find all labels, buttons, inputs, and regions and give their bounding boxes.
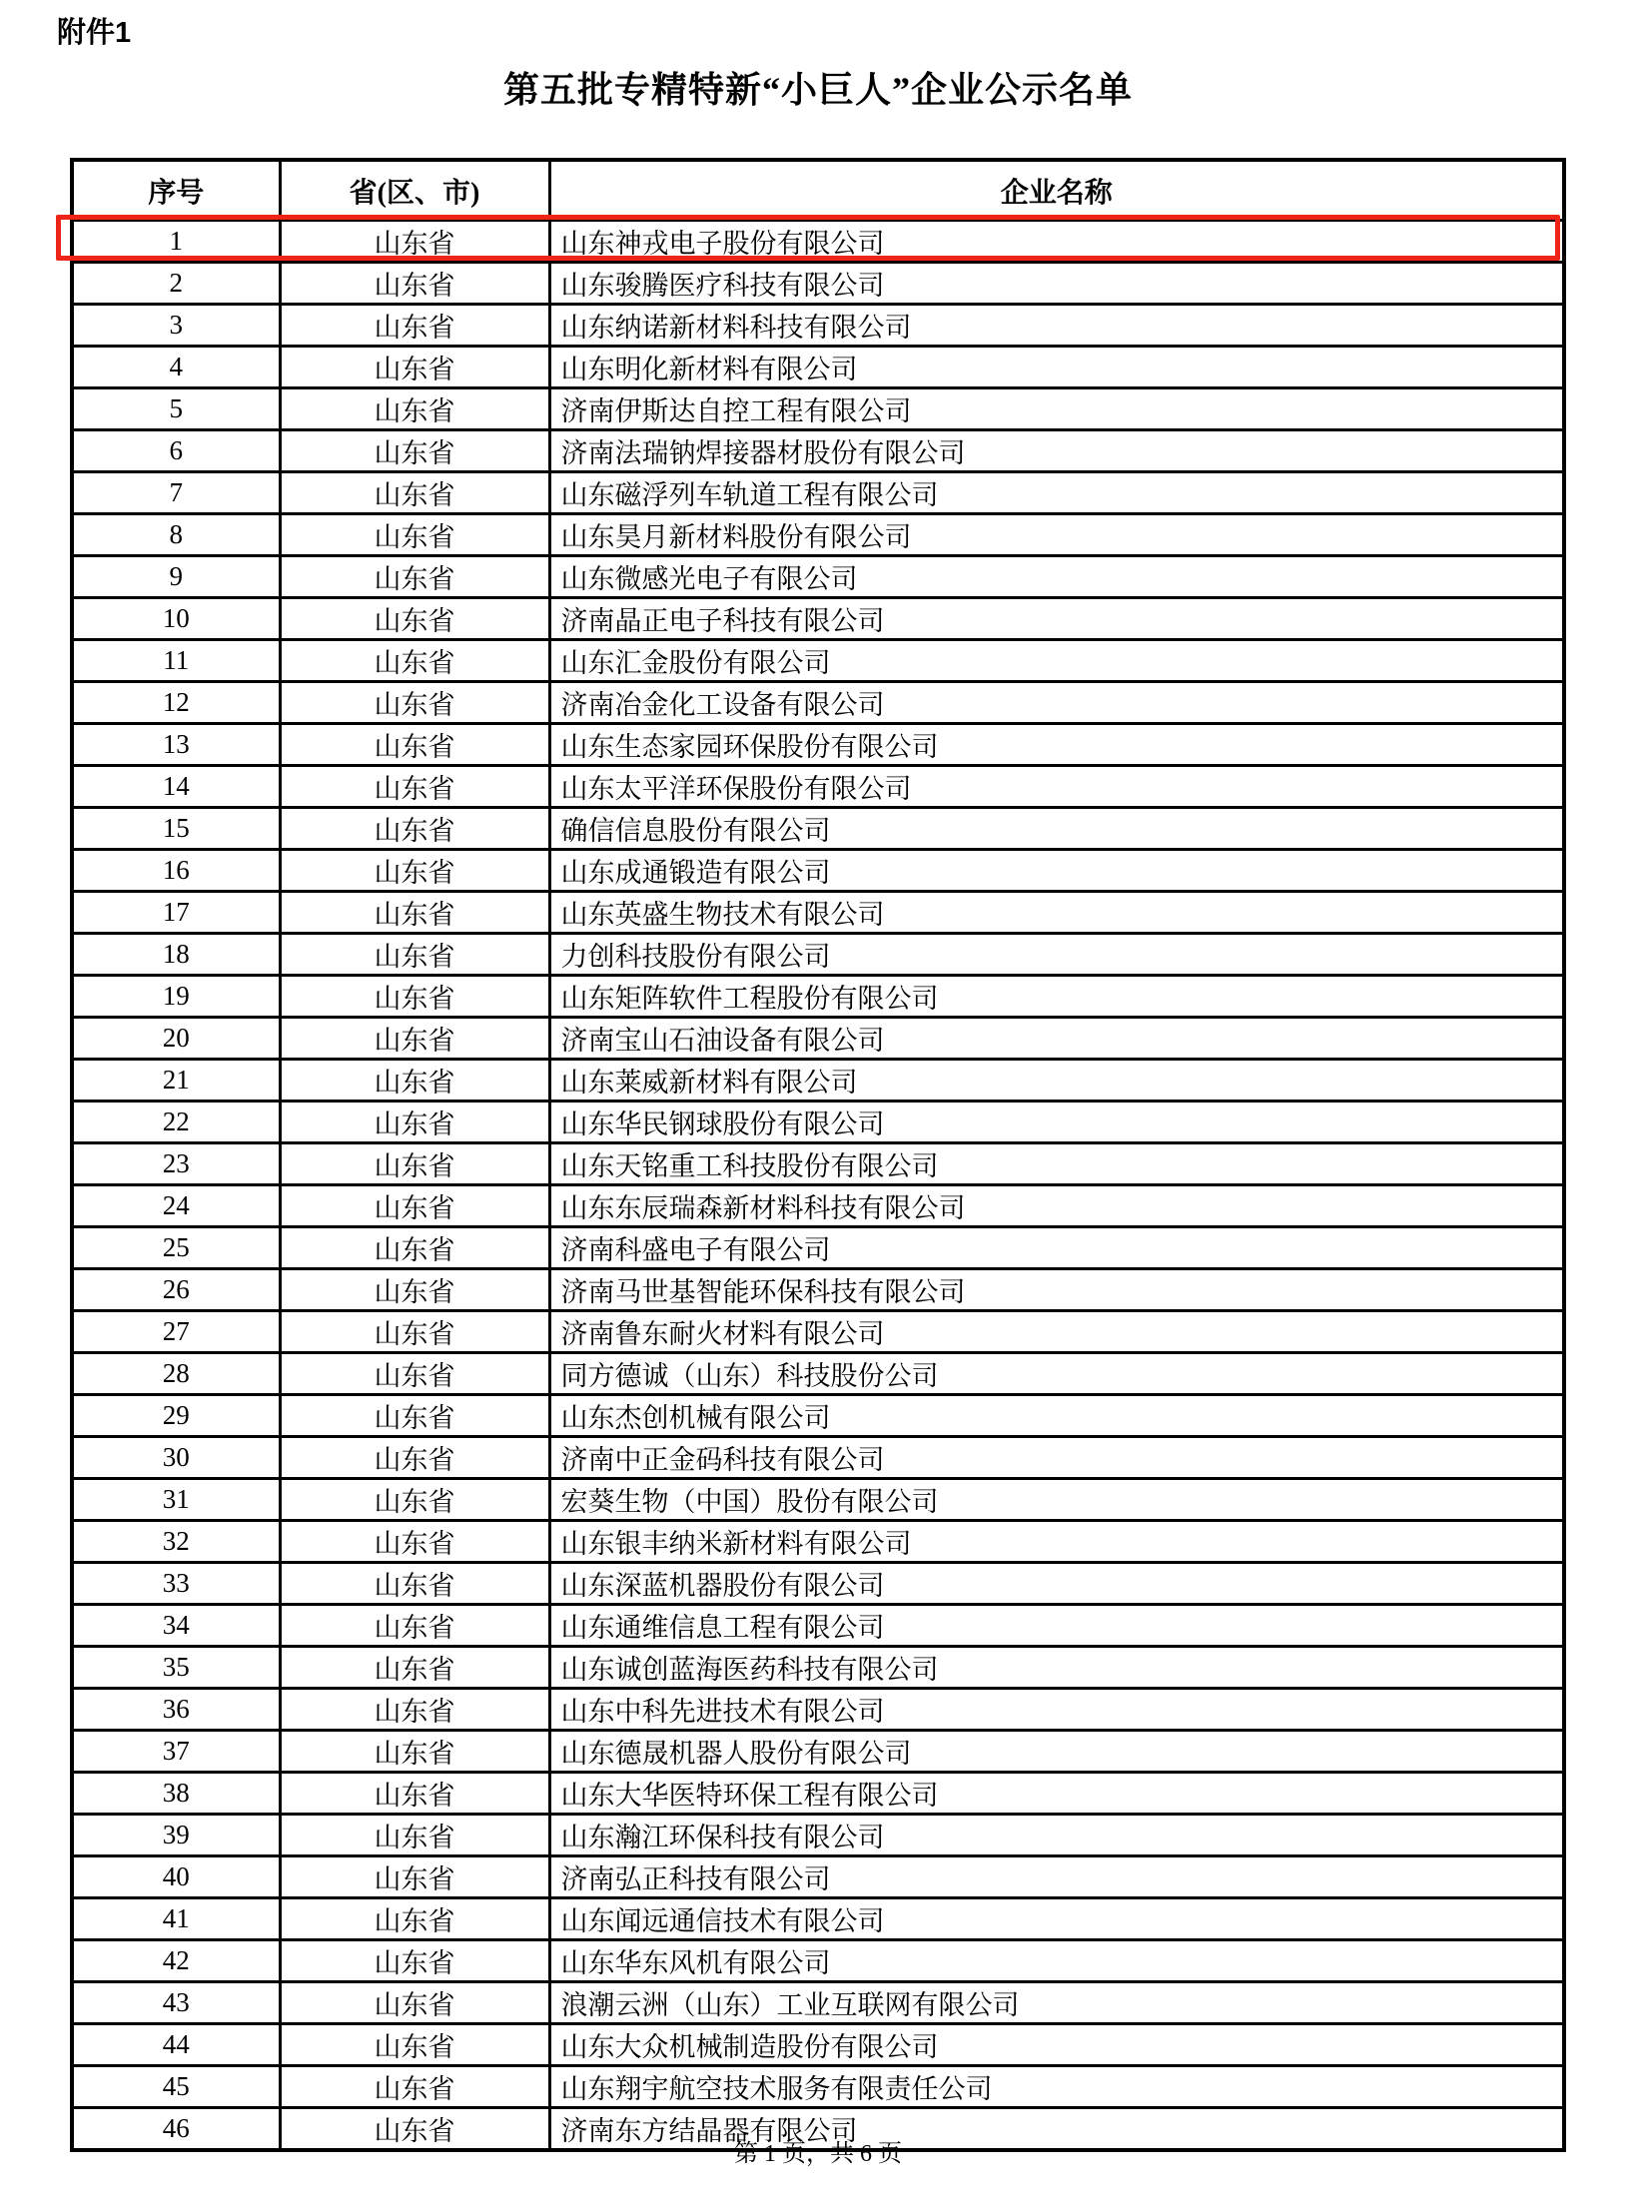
cell-province: 山东省 — [280, 598, 549, 640]
company-table — [70, 158, 1566, 2152]
cell-company-name: 确信信息股份有限公司 — [549, 808, 1564, 850]
cell-serial-number: 8 — [72, 514, 280, 556]
cell-province: 山东省 — [280, 892, 549, 934]
table-row — [72, 1982, 1564, 2024]
cell-company-name: 山东杰创机械有限公司 — [549, 1395, 1564, 1437]
cell-company-name: 济南马世基智能环保科技有限公司 — [549, 1269, 1564, 1311]
cell-province: 山东省 — [280, 1815, 549, 1856]
cell-province: 山东省 — [280, 388, 549, 430]
cell-serial-number: 42 — [72, 1940, 280, 1982]
table-row — [72, 1227, 1564, 1269]
cell-company-name: 山东太平洋环保股份有限公司 — [549, 766, 1564, 808]
cell-company-name: 济南鲁东耐火材料有限公司 — [549, 1311, 1564, 1353]
table-row — [72, 1102, 1564, 1143]
cell-serial-number: 5 — [72, 388, 280, 430]
cell-company-name: 山东华民钢球股份有限公司 — [549, 1102, 1564, 1143]
cell-province: 山东省 — [280, 1731, 549, 1773]
table-row — [72, 1856, 1564, 1898]
cell-province: 山东省 — [280, 1311, 549, 1353]
cell-province: 山东省 — [280, 1185, 549, 1227]
cell-serial-number: 22 — [72, 1102, 280, 1143]
cell-company-name: 山东华东风机有限公司 — [549, 1940, 1564, 1982]
cell-serial-number: 2 — [72, 263, 280, 305]
table-row — [72, 472, 1564, 514]
cell-company-name: 山东翔宇航空技术服务有限责任公司 — [549, 2066, 1564, 2108]
table-row — [72, 1898, 1564, 1940]
cell-serial-number: 33 — [72, 1563, 280, 1605]
cell-serial-number: 35 — [72, 1647, 280, 1689]
cell-province: 山东省 — [280, 1437, 549, 1479]
cell-company-name: 山东诚创蓝海医药科技有限公司 — [549, 1647, 1564, 1689]
cell-province: 山东省 — [280, 2108, 549, 2151]
cell-province: 山东省 — [280, 221, 549, 263]
cell-serial-number: 29 — [72, 1395, 280, 1437]
table-row — [72, 1353, 1564, 1395]
cell-company-name: 山东昊月新材料股份有限公司 — [549, 514, 1564, 556]
table-row — [72, 850, 1564, 892]
page-footer: 第 1 页，共 6 页 — [734, 2141, 902, 2167]
cell-serial-number: 3 — [72, 305, 280, 347]
table-row — [72, 1521, 1564, 1563]
cell-serial-number: 14 — [72, 766, 280, 808]
cell-company-name: 山东瀚江环保科技有限公司 — [549, 1815, 1564, 1856]
cell-serial-number: 36 — [72, 1689, 280, 1731]
table-row — [72, 1269, 1564, 1311]
cell-serial-number: 20 — [72, 1018, 280, 1060]
table-row — [72, 514, 1564, 556]
cell-province: 山东省 — [280, 850, 549, 892]
cell-province: 山东省 — [280, 1143, 549, 1185]
cell-company-name: 力创科技股份有限公司 — [549, 934, 1564, 976]
cell-serial-number: 41 — [72, 1898, 280, 1940]
table-row — [72, 1311, 1564, 1353]
cell-province: 山东省 — [280, 263, 549, 305]
cell-company-name: 宏葵生物（中国）股份有限公司 — [549, 1479, 1564, 1521]
table-row — [72, 1563, 1564, 1605]
header-row — [72, 160, 1564, 221]
cell-serial-number: 23 — [72, 1143, 280, 1185]
cell-company-name: 山东大华医特环保工程有限公司 — [549, 1773, 1564, 1815]
cell-company-name: 山东矩阵软件工程股份有限公司 — [549, 976, 1564, 1018]
table-row — [72, 1185, 1564, 1227]
cell-serial-number: 18 — [72, 934, 280, 976]
cell-company-name: 济南冶金化工设备有限公司 — [549, 682, 1564, 724]
table-row — [72, 1940, 1564, 1982]
table-row — [72, 1060, 1564, 1102]
table-row — [72, 305, 1564, 347]
cell-serial-number: 37 — [72, 1731, 280, 1773]
cell-serial-number: 25 — [72, 1227, 280, 1269]
cell-company-name: 山东中科先进技术有限公司 — [549, 1689, 1564, 1731]
cell-company-name: 济南伊斯达自控工程有限公司 — [549, 388, 1564, 430]
page-title: 第五批专精特新“小巨人”企业公示名单 — [502, 70, 1133, 110]
col-header-no: 序号 — [72, 160, 280, 221]
table-row — [72, 892, 1564, 934]
table-row — [72, 1605, 1564, 1647]
cell-company-name: 山东莱威新材料有限公司 — [549, 1060, 1564, 1102]
cell-province: 山东省 — [280, 1605, 549, 1647]
cell-company-name: 济南晶正电子科技有限公司 — [549, 598, 1564, 640]
cell-serial-number: 32 — [72, 1521, 280, 1563]
cell-serial-number: 6 — [72, 430, 280, 472]
cell-province: 山东省 — [280, 682, 549, 724]
cell-province: 山东省 — [280, 1856, 549, 1898]
cell-serial-number: 38 — [72, 1773, 280, 1815]
cell-province: 山东省 — [280, 1940, 549, 1982]
col-header-province: 省(区、市) — [280, 160, 549, 221]
table-row — [72, 221, 1564, 263]
cell-province: 山东省 — [280, 2024, 549, 2066]
cell-serial-number: 4 — [72, 347, 280, 388]
cell-company-name: 山东银丰纳米新材料有限公司 — [549, 1521, 1564, 1563]
cell-serial-number: 11 — [72, 640, 280, 682]
cell-serial-number: 13 — [72, 724, 280, 766]
table-row — [72, 934, 1564, 976]
cell-serial-number: 7 — [72, 472, 280, 514]
table-row — [72, 1773, 1564, 1815]
cell-serial-number: 40 — [72, 1856, 280, 1898]
cell-province: 山东省 — [280, 556, 549, 598]
table-row — [72, 347, 1564, 388]
table-row — [72, 598, 1564, 640]
cell-serial-number: 43 — [72, 1982, 280, 2024]
cell-province: 山东省 — [280, 430, 549, 472]
table-row — [72, 1479, 1564, 1521]
table-row — [72, 1437, 1564, 1479]
cell-company-name: 山东生态家园环保股份有限公司 — [549, 724, 1564, 766]
cell-province: 山东省 — [280, 1563, 549, 1605]
cell-province: 山东省 — [280, 1647, 549, 1689]
cell-province: 山东省 — [280, 2066, 549, 2108]
cell-company-name: 山东英盛生物技术有限公司 — [549, 892, 1564, 934]
cell-province: 山东省 — [280, 1898, 549, 1940]
cell-company-name: 山东东辰瑞森新材料科技有限公司 — [549, 1185, 1564, 1227]
table-row — [72, 1018, 1564, 1060]
table-row — [72, 766, 1564, 808]
cell-province: 山东省 — [280, 976, 549, 1018]
cell-province: 山东省 — [280, 766, 549, 808]
table-row — [72, 1731, 1564, 1773]
cell-serial-number: 12 — [72, 682, 280, 724]
cell-company-name: 山东闻远通信技术有限公司 — [549, 1898, 1564, 1940]
cell-province: 山东省 — [280, 472, 549, 514]
table-row — [72, 808, 1564, 850]
cell-company-name: 济南东方结晶器有限公司 — [549, 2108, 1564, 2151]
cell-serial-number: 21 — [72, 1060, 280, 1102]
cell-company-name: 山东汇金股份有限公司 — [549, 640, 1564, 682]
cell-company-name: 山东通维信息工程有限公司 — [549, 1605, 1564, 1647]
cell-serial-number: 26 — [72, 1269, 280, 1311]
cell-province: 山东省 — [280, 808, 549, 850]
table-row — [72, 1647, 1564, 1689]
cell-company-name: 山东成通锻造有限公司 — [549, 850, 1564, 892]
cell-province: 山东省 — [280, 1982, 549, 2024]
cell-company-name: 山东明化新材料有限公司 — [549, 347, 1564, 388]
table-row — [72, 1689, 1564, 1731]
cell-province: 山东省 — [280, 1227, 549, 1269]
cell-province: 山东省 — [280, 305, 549, 347]
cell-serial-number: 10 — [72, 598, 280, 640]
table-row — [72, 1143, 1564, 1185]
cell-serial-number: 24 — [72, 1185, 280, 1227]
cell-serial-number: 27 — [72, 1311, 280, 1353]
cell-province: 山东省 — [280, 724, 549, 766]
cell-province: 山东省 — [280, 1773, 549, 1815]
cell-province: 山东省 — [280, 1395, 549, 1437]
cell-province: 山东省 — [280, 1269, 549, 1311]
table-row — [72, 556, 1564, 598]
cell-company-name: 济南中正金码科技有限公司 — [549, 1437, 1564, 1479]
cell-serial-number: 46 — [72, 2108, 280, 2151]
cell-province: 山东省 — [280, 347, 549, 388]
cell-serial-number: 34 — [72, 1605, 280, 1647]
cell-province: 山东省 — [280, 1353, 549, 1395]
cell-serial-number: 45 — [72, 2066, 280, 2108]
table-row — [72, 724, 1564, 766]
cell-serial-number: 19 — [72, 976, 280, 1018]
table-row — [72, 976, 1564, 1018]
col-header-company: 企业名称 — [549, 160, 1564, 221]
cell-serial-number: 9 — [72, 556, 280, 598]
table-row — [72, 640, 1564, 682]
cell-serial-number: 28 — [72, 1353, 280, 1395]
cell-company-name: 山东天铭重工科技股份有限公司 — [549, 1143, 1564, 1185]
cell-company-name: 山东微感光电子有限公司 — [549, 556, 1564, 598]
cell-province: 山东省 — [280, 1018, 549, 1060]
cell-serial-number: 30 — [72, 1437, 280, 1479]
table-row — [72, 2024, 1564, 2066]
cell-company-name: 济南宝山石油设备有限公司 — [549, 1018, 1564, 1060]
cell-province: 山东省 — [280, 1689, 549, 1731]
cell-province: 山东省 — [280, 514, 549, 556]
cell-serial-number: 15 — [72, 808, 280, 850]
cell-serial-number: 17 — [72, 892, 280, 934]
cell-company-name: 山东骏腾医疗科技有限公司 — [549, 263, 1564, 305]
cell-serial-number: 1 — [72, 221, 280, 263]
cell-company-name: 山东大众机械制造股份有限公司 — [549, 2024, 1564, 2066]
cell-company-name: 山东磁浮列车轨道工程有限公司 — [549, 472, 1564, 514]
table-row — [72, 263, 1564, 305]
cell-company-name: 同方德诚（山东）科技股份公司 — [549, 1353, 1564, 1395]
table-row — [72, 388, 1564, 430]
cell-serial-number: 16 — [72, 850, 280, 892]
cell-province: 山东省 — [280, 640, 549, 682]
cell-company-name: 济南法瑞钠焊接器材股份有限公司 — [549, 430, 1564, 472]
cell-company-name: 山东深蓝机器股份有限公司 — [549, 1563, 1564, 1605]
cell-company-name: 济南弘正科技有限公司 — [549, 1856, 1564, 1898]
cell-province: 山东省 — [280, 1479, 549, 1521]
table-row — [72, 682, 1564, 724]
table-row — [72, 1815, 1564, 1856]
cell-serial-number: 31 — [72, 1479, 280, 1521]
cell-company-name: 浪潮云洲（山东）工业互联网有限公司 — [549, 1982, 1564, 2024]
cell-province: 山东省 — [280, 1102, 549, 1143]
table-row — [72, 430, 1564, 472]
attachment-label: 附件1 — [57, 17, 132, 49]
cell-serial-number: 39 — [72, 1815, 280, 1856]
cell-province: 山东省 — [280, 1060, 549, 1102]
cell-company-name: 山东神戎电子股份有限公司 — [549, 221, 1564, 263]
cell-company-name: 山东纳诺新材料科技有限公司 — [549, 305, 1564, 347]
cell-company-name: 济南科盛电子有限公司 — [549, 1227, 1564, 1269]
cell-serial-number: 44 — [72, 2024, 280, 2066]
cell-province: 山东省 — [280, 934, 549, 976]
cell-company-name: 山东德晟机器人股份有限公司 — [549, 1731, 1564, 1773]
cell-province: 山东省 — [280, 1521, 549, 1563]
table-row — [72, 2066, 1564, 2108]
table-row — [72, 1395, 1564, 1437]
